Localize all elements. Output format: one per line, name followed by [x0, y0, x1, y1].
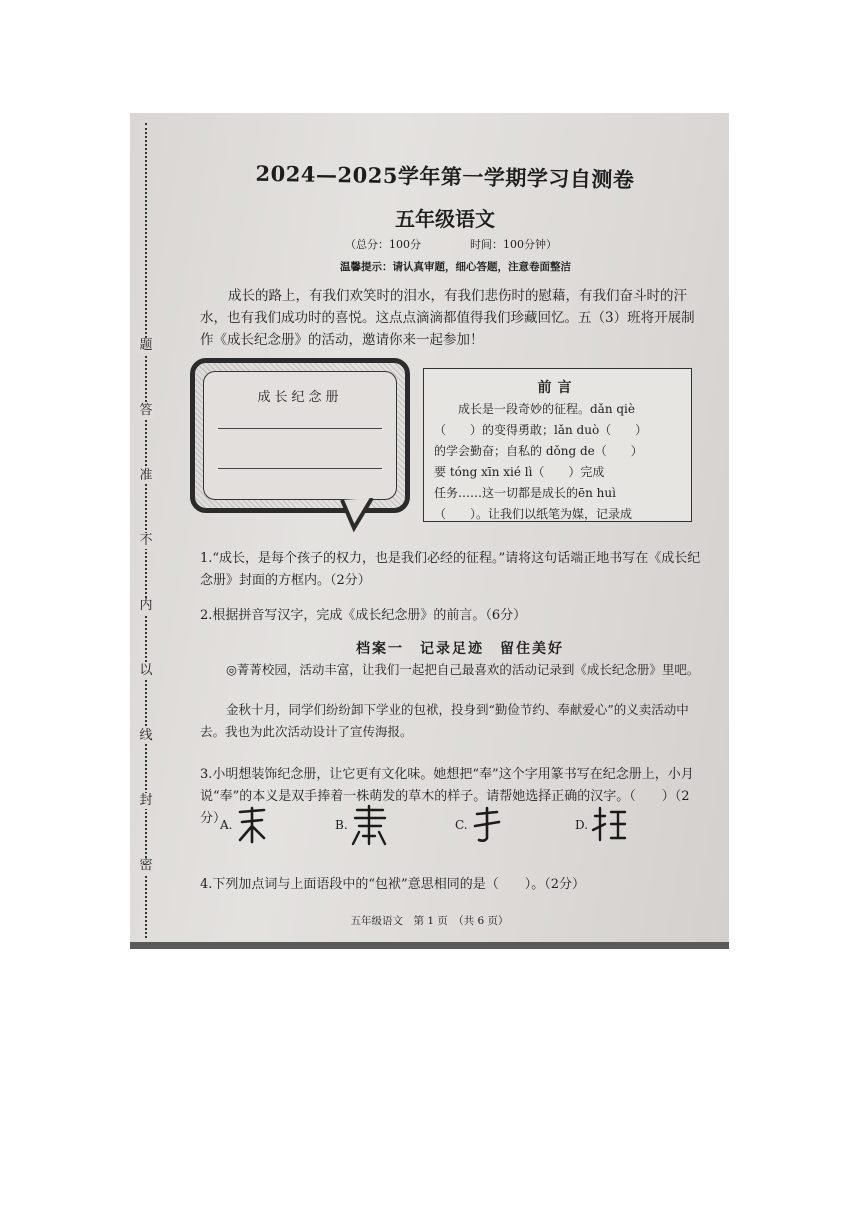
preface-text	[434, 399, 684, 525]
seal-script-a-icon	[234, 804, 270, 844]
preface-line: （ ）的变得勇敢；lǎn duò（ ）	[434, 423, 648, 437]
exam-time: 时间：100分钟）	[470, 238, 557, 251]
exam-subtitle: 五年级语文	[395, 207, 495, 231]
preface-line: （ ）。让我们以纸笔为媒，记录成	[434, 507, 633, 521]
binding-char: 准	[139, 468, 153, 483]
option-c[interactable]	[455, 818, 468, 832]
preface-line: 的学会勤奋；自私的 dǒng de（ ）	[434, 444, 643, 458]
warm-tip: 温馨提示：请认真审题，细心答题，注意卷面整洁	[340, 261, 571, 273]
section-title: 档案一 记录足迹 留住美好	[356, 641, 564, 657]
binding-char: 线	[139, 728, 153, 743]
binding-char: 答	[139, 403, 153, 418]
option-label: B.	[335, 818, 348, 832]
album-cover-bubble	[190, 358, 410, 513]
option-label: C.	[455, 818, 468, 832]
section-paragraph: 金秋十月，同学们纷纷卸下学业的包袱，投身到“勤俭节约、奉献爱心”的义卖活动中去。我也为此次活动设计了宣传海报。	[200, 702, 689, 739]
binding-char: 题	[139, 338, 153, 353]
album-cover-frame	[203, 371, 397, 500]
question-4: 4.下列加点词与上面语段中的“包袱”意思相同的是（ ）。（2分）	[200, 877, 585, 892]
total-score: （总分：100分	[345, 238, 421, 251]
section-intro: ◎菁菁校园，活动丰富，让我们一起把自己最喜欢的活动记录到《成长纪念册》里吧。	[226, 662, 700, 677]
binding-margin-chars	[138, 338, 154, 874]
seal-script-b-icon	[349, 804, 389, 848]
preface-line: 任务……这一切都是成长的ēn huì	[434, 486, 616, 500]
answer-options	[220, 818, 700, 868]
binding-char: 内	[139, 598, 153, 613]
preface-title: 前言	[537, 380, 578, 396]
preface-line: 要 tóng xīn xié lì（ ）完成	[434, 465, 605, 479]
page-footer: 五年级语文 第 1 页 （共 6 页）	[350, 915, 509, 927]
binding-char: 不	[139, 533, 153, 548]
writing-line[interactable]	[218, 428, 382, 429]
preface-line: 成长是一段奇妙的征程。dǎn qiè	[458, 402, 636, 416]
option-b[interactable]	[335, 818, 348, 832]
writing-line[interactable]	[218, 468, 382, 469]
question-2: 2.根据拼音写汉字，完成《成长纪念册》的前言。（6分）	[200, 608, 527, 623]
binding-char: 密	[139, 858, 153, 873]
question-1: 1.“成长，是每个孩子的权力，也是我们必经的征程。”请将这句话端正地书写在《成长纪念册》封面的方框内。（2分）	[200, 551, 701, 588]
bubble-tail-icon	[340, 498, 380, 538]
exam-title: 2024—2025学年第一学期学习自测卷	[255, 160, 635, 193]
option-label: D.	[575, 818, 589, 832]
option-label: A.	[220, 818, 233, 832]
seal-script-d-icon	[589, 804, 629, 844]
option-a[interactable]	[220, 818, 232, 832]
preface-box	[423, 368, 692, 522]
question-3: 3.小明想装饰纪念册，让它更有文化味。她想把“奉”这个字用篆书写在纪念册上，小月说“奉”的本义是双手捧着一株萌发的草木的样子。请帮她选择正确的汉字。（ ）（2分）	[200, 767, 694, 826]
album-title: 成长纪念册	[257, 390, 343, 405]
binding-char: 封	[139, 793, 153, 808]
option-d[interactable]	[575, 818, 588, 832]
photo-bottom-edge	[130, 942, 729, 949]
binding-char: 以	[139, 663, 153, 678]
exam-photo	[130, 113, 729, 949]
seal-script-c-icon	[469, 804, 505, 844]
intro-paragraph: 成长的路上，有我们欢笑时的泪水，有我们悲伤时的慰藉，有我们奋斗时的汗水，也有我们成功时的喜悦。这点点滴滴都值得我们珍藏回忆。五（3）班将开展制作《成长纪念册》的活动，邀请你来一起参加！	[200, 288, 695, 348]
